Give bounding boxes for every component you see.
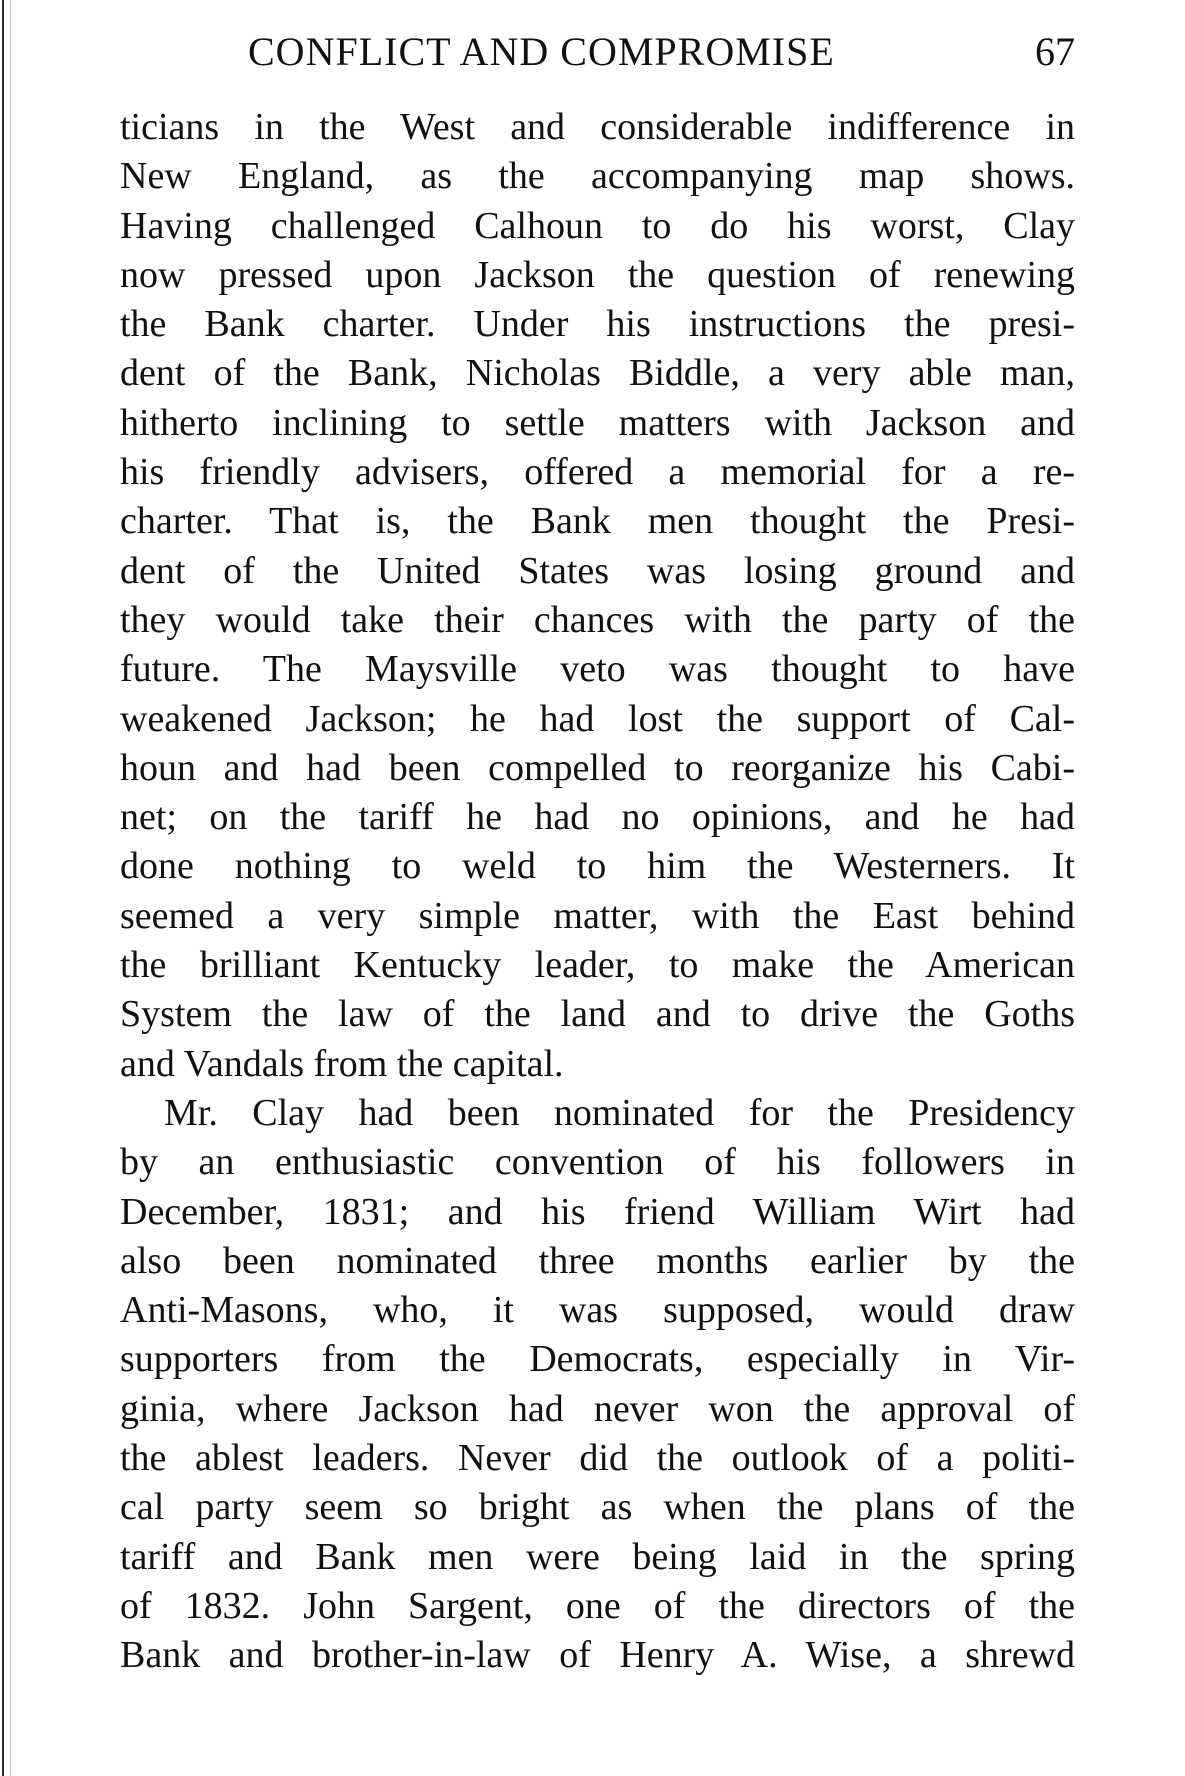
text-line: dent of the Bank, Nicholas Biddle, a very able man, bbox=[120, 352, 1075, 395]
text-line: future. The Maysville veto was thought to have bbox=[120, 648, 1075, 691]
text-line: New England, as the accompanying map shows. bbox=[120, 155, 1075, 198]
text-line: seemed a very simple matter, with the East behind bbox=[120, 894, 1075, 937]
text-line: of 1832. John Sargent, one of the directors of the bbox=[120, 1584, 1075, 1627]
text-line: the Bank charter. Under his instructions the presi- bbox=[120, 303, 1075, 346]
text-line: dent of the United States was losing ground and bbox=[120, 549, 1075, 592]
text-line: they would take their chances with the party of the bbox=[120, 598, 1075, 641]
text-line: done nothing to weld to him the Westerners. It bbox=[120, 845, 1075, 888]
text-line: the ablest leaders. Never did the outlook of a politi- bbox=[120, 1437, 1075, 1480]
text-line: charter. That is, the Bank men thought the Presi- bbox=[120, 500, 1075, 543]
running-head bbox=[120, 22, 1075, 82]
text-line: now pressed upon Jackson the question of renewing bbox=[120, 253, 1075, 296]
paragraph-first-line: Mr. Clay had been nominated for the Presidency bbox=[164, 1091, 1075, 1134]
paragraph-last-line: and Vandals from the capital. bbox=[120, 1042, 564, 1085]
text-line: supporters from the Democrats, especially in Vir- bbox=[120, 1338, 1075, 1381]
text-line: his friendly advisers, offered a memorial for a re- bbox=[120, 451, 1075, 494]
text-line: houn and had been compelled to reorganize his Cabi- bbox=[120, 746, 1075, 789]
binding-edge-shadow bbox=[10, 0, 11, 1776]
binding-edge-rule bbox=[2, 0, 4, 1776]
body-text bbox=[120, 103, 1075, 1681]
running-title: CONFLICT AND COMPROMISE bbox=[248, 29, 835, 74]
text-line: ginia, where Jackson had never won the approval of bbox=[120, 1387, 1075, 1430]
text-line: by an enthusiastic convention of his followers in bbox=[120, 1141, 1075, 1184]
page-number: 67 bbox=[1035, 29, 1075, 74]
text-line: net; on the tariff he had no opinions, and he had bbox=[120, 796, 1075, 839]
text-line: December, 1831; and his friend William Wirt had bbox=[120, 1190, 1075, 1233]
text-line: Bank and brother-in-law of Henry A. Wise, a shrewd bbox=[120, 1634, 1075, 1677]
text-line: also been nominated three months earlier by the bbox=[120, 1239, 1075, 1282]
text-line: ticians in the West and considerable indifference in bbox=[120, 106, 1075, 148]
text-line: the brilliant Kentucky leader, to make the American bbox=[120, 944, 1075, 987]
text-line: tariff and Bank men were being laid in the spring bbox=[120, 1535, 1075, 1578]
text-line: weakened Jackson; he had lost the support of Cal- bbox=[120, 697, 1075, 740]
text-line: hitherto inclining to settle matters with Jackson and bbox=[120, 401, 1075, 444]
text-line: System the law of the land and to drive the Goths bbox=[120, 993, 1075, 1036]
text-line: Having challenged Calhoun to do his worst, Clay bbox=[120, 204, 1075, 247]
text-line: Anti-Masons, who, it was supposed, would draw bbox=[120, 1289, 1075, 1332]
text-line: cal party seem so bright as when the plans of the bbox=[120, 1486, 1075, 1529]
